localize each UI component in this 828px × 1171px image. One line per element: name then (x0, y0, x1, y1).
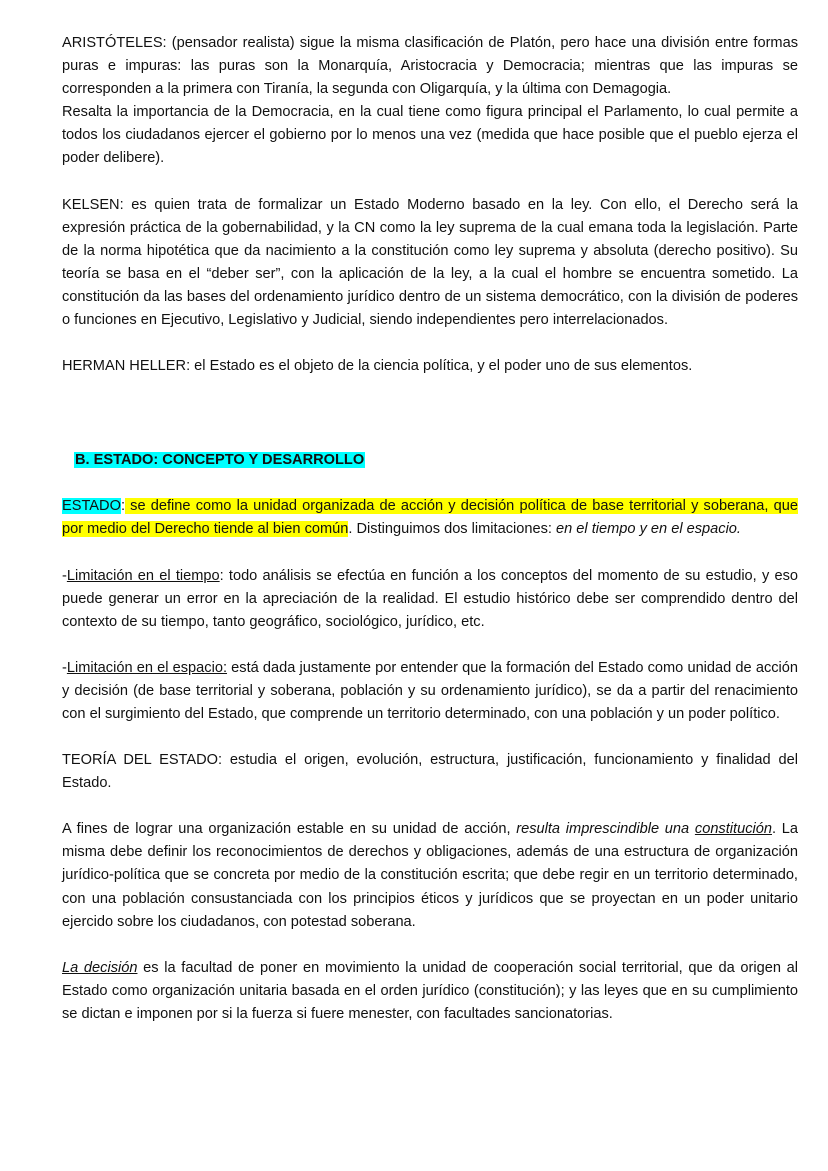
estado-paragraph (62, 495, 798, 541)
aristoteles-paragraph (62, 32, 798, 171)
spacer (62, 332, 798, 355)
heller-paragraph: HERMAN HELLER: el Estado es el objeto de la ciencia política, y el poder uno de sus elementos. (62, 358, 693, 375)
section-heading-text: B. ESTADO: CONCEPTO Y DESARROLLO (75, 452, 365, 469)
spacer (62, 472, 798, 495)
limitacion-espacio-paragraph (62, 657, 798, 726)
fines-paragraph (62, 818, 798, 933)
limitacion-tiempo-text: : todo análisis se efectúa en función a los conceptos del momento de su estudio, y eso puede generar un error en la apreciación de la realidad. El estudio histórico debe ser comprendido dentro del contexto de su tiempo, tanto geográfico, sociológico, jurídico, etc. (62, 567, 798, 630)
estado-term: ESTADO (62, 498, 121, 515)
estado-rest: . Distinguimos dos limitaciones: (348, 521, 557, 538)
section-heading (74, 449, 798, 472)
spacer (62, 634, 798, 657)
limitacion-espacio-dash: - (62, 659, 67, 676)
aristoteles-text-2: Resalta la importancia de la Democracia, en la cual tiene como figura principal el Parlamento, lo cual permite a todos los ciudadanos ejercer el gobierno por lo menos una vez (medida que hace posible que el pueblo ejerza el poder delibere). (62, 104, 798, 167)
limitacion-espacio-label: Limitación en el espacio: (66, 659, 228, 676)
teoria-paragraph: TEORÍA DEL ESTADO: estudia el origen, evolución, estructura, justificación, funcionamiento y finalidad del Estado. (62, 752, 798, 792)
spacer (62, 795, 798, 818)
estado-limits-italic: en el tiempo y en el espacio. (556, 521, 741, 538)
spacer (62, 726, 798, 749)
fines-constitucion: constitución (694, 821, 772, 838)
fines-rest: . La misma debe definir los reconocimientos de derechos y obligaciones, además de una estructura de organización jurídico-política que se concreta por medio de la constitución escrita; que debe regir en un territorio determinado, con una población consustanciada con los principios éticos y jurídicos que se proyectan en un poder unitario ejercido sobre los ciudadanos, con potestad soberana. (62, 821, 799, 930)
limitacion-espacio-text: está dada justamente por entender que la formación del Estado como unidad de acción y decisión (de base territorial y soberana, población y su ordenamiento jurídico), se da a partir del renacimiento con el surgimiento del Estado, que comprende un territorio determinado, con una población y un poder político. (62, 659, 799, 722)
spacer (62, 171, 798, 194)
decision-term: La decisión (62, 959, 138, 976)
limitacion-tiempo-label: Limitación en el tiempo (66, 567, 220, 584)
spacer (62, 934, 798, 957)
limitacion-tiempo-paragraph (62, 565, 798, 634)
kelsen-paragraph: KELSEN: es quien trata de formalizar un Estado Moderno basado en la ley. Con ello, el Derecho será la expresión práctica de la gobernabilidad, y la CN como la ley suprema de la cual emana toda la legislación. Parte de la norma hipotética que da nacimiento a la constitución como ley suprema y absoluta (derecho positivo). Su teoría se basa en el “deber ser”, con la aplicación de la ley, a la cual el hombre se encuentra sometido. La constitución da las bases del ordenamiento jurídico dentro de un sistema democrático, con la división de poderes o funciones en Ejecutivo, Legislativo y Judicial, siendo independientes pero interrelacionados. (62, 196, 798, 329)
document-page (62, 32, 798, 1026)
spacer (62, 378, 798, 449)
decision-paragraph (62, 957, 798, 1026)
limitacion-tiempo-dash: - (62, 567, 67, 584)
estado-colon: : (120, 498, 125, 515)
aristoteles-text-1: ARISTÓTELES: (pensador realista) sigue la misma clasificación de Platón, pero hace una división entre formas puras e impuras: las puras son la Monarquía, Aristocracia y Democracia; mientras que las impuras se corresponden a la primera con Tiranía, la segunda con Oligarquía, y la última con Demagogia. (62, 35, 798, 98)
fines-italic: resulta imprescindible una (516, 821, 695, 838)
decision-text: es la facultad de poner en movimiento la unidad de cooperación social territorial, que da origen al Estado como organización unitaria basada en el orden jurídico (constitución); y las leyes que en su cumplimiento se dictan e imponen por si la fuerza si fuere menester, con facultades sancionatorias. (62, 959, 798, 1022)
spacer (62, 542, 798, 565)
fines-start: A fines de lograr una organización estable en su unidad de acción, (62, 821, 517, 838)
estado-definition: se define como la unidad organizada de acción y decisión política de base territorial y soberana, que por medio del Derecho tiende al bien común (62, 498, 798, 538)
